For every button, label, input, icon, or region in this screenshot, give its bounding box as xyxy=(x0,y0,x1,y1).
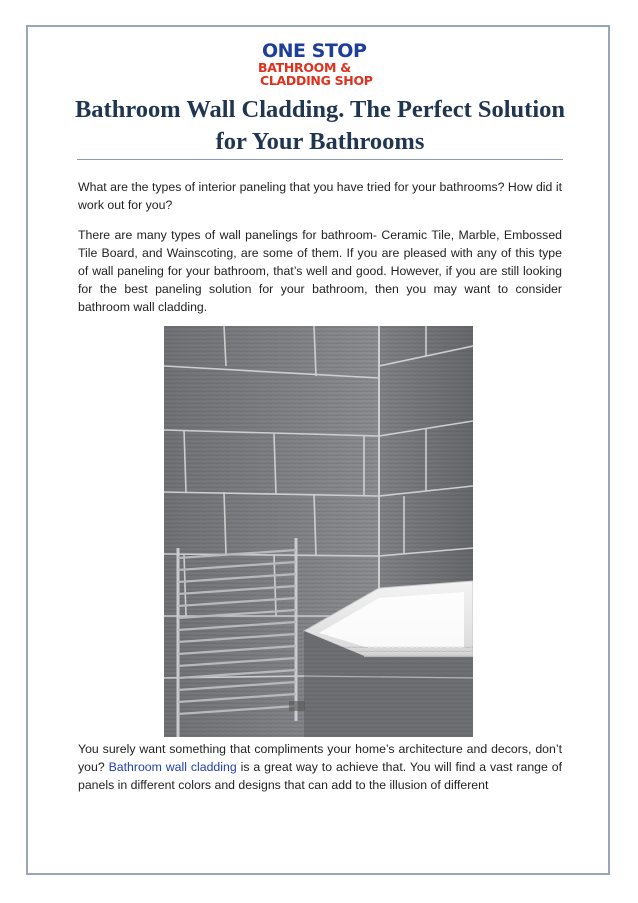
paragraph-text-before-link: You surely want something that compliments your home’s architecture and decors, don’t you? xyxy=(78,742,562,774)
logo-text-line1: ONE STOP xyxy=(262,40,367,62)
logo-text-line2: BATHROOM & xyxy=(258,60,351,75)
title-divider xyxy=(77,159,563,160)
paneling-types-paragraph: There are many types of wall panelings for bathroom- Ceramic Tile, Marble, Embossed Tile Board, and Wainscoting, are some of them. If you are pleased with any of this type of wall paneling for your bathroom, that’s well and good. However, if you are still looking for the best paneling solution for your bathroom, then you may want to consider bathroom wall cladding. xyxy=(78,228,562,314)
bathroom-photo xyxy=(164,326,473,737)
paragraph-text-after-link: is a great way to achieve that. You will find a vast range of panels in different colors and designs that can add to the illusion of different xyxy=(78,760,562,792)
cladding-benefits-paragraph xyxy=(78,740,562,794)
bathroom-wall-cladding-link[interactable]: Bathroom wall cladding xyxy=(108,760,237,774)
logo-text-line3: CLADDING SHOP xyxy=(260,73,373,88)
intro-paragraph: What are the types of interior paneling that you have tried for your bathrooms? How did it work out for you? xyxy=(78,180,562,212)
brand-logo[interactable] xyxy=(258,42,376,94)
page-title: Bathroom Wall Cladding. The Perfect Solution for Your Bathrooms xyxy=(74,96,566,155)
